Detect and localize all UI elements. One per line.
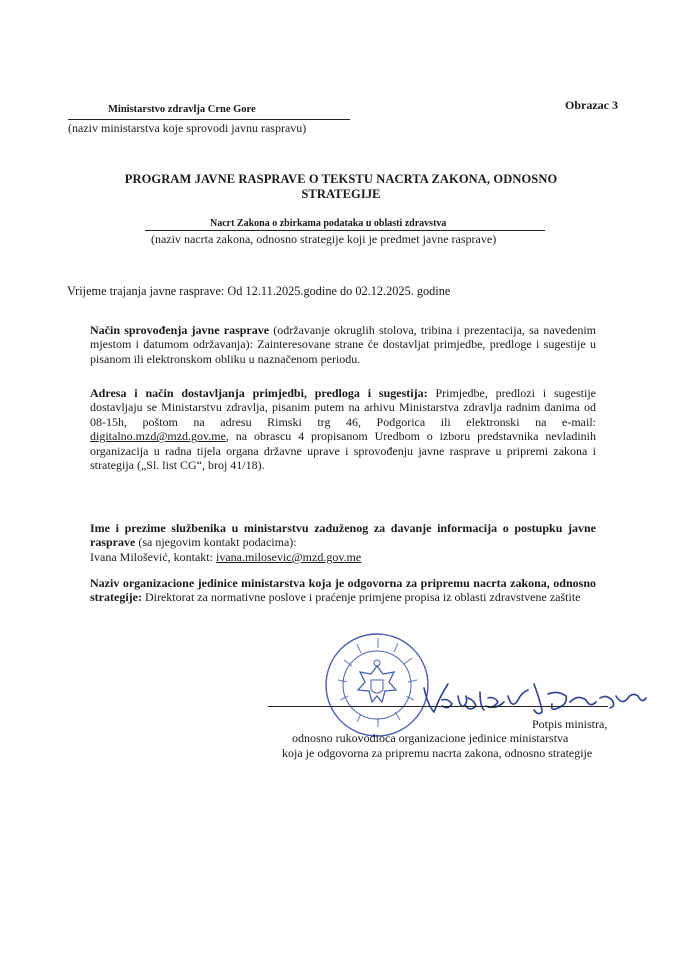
contact-section (90, 521, 596, 564)
unit-value: Direktorat za normativne poslove i praćenje primjene propisa iz oblasti zdravstvene zaštite (141, 590, 581, 605)
unit-label: Naziv organizacione jedinice ministarstva koja je odgovorna za pripremu nacrta zakona, odnosno strategije: (90, 576, 596, 605)
signature-line (268, 706, 608, 707)
title-line-2: STRATEGIJE (301, 187, 381, 201)
signature-caption-2: odnosno rukovodioca organizacione jedinice ministarstva (292, 731, 569, 745)
conduct-text: (održavanje okruglih stolova, tribina i prezentacija, sa navedenim mjestom i datumom održavanja): Zainteresovane strane će dostavljat primjedbe, predloge i sugestije u pisanom ili elektronskom obliku u naznačenom periodu. (90, 323, 596, 366)
contact-person: Ivana Milošević, kontakt: (90, 549, 216, 564)
submission-email-link[interactable]: digitalno.mzd@mzd.gov.me (90, 429, 226, 444)
law-caption: (naziv nacrta zakona, odnosno strategije koji je predmet javne rasprave) (151, 232, 497, 246)
ministry-name: Ministarstvo zdravlja Crne Gore (108, 104, 256, 115)
conduct-label: Način sprovođenja javne rasprave (90, 323, 270, 337)
submission-label: Adresa i način dostavljanja primjedbi, predloga i sugestija: (90, 386, 428, 400)
ministry-underline (68, 119, 350, 120)
title-line-1: PROGRAM JAVNE RASPRAVE O TEKSTU NACRTA ZAKONA, ODNOSNO (124, 172, 558, 186)
contact-email-link[interactable]: ivana.milosevic@mzd.gov.me (215, 549, 362, 564)
submission-section (90, 386, 596, 472)
contact-label-note: (sa njegovim kontakt podacima): (135, 535, 297, 550)
form-number: Obrazac 3 (565, 98, 618, 112)
document-title (96, 172, 586, 202)
contact-label: Ime i prezime službenika u ministarstvu zaduženog za davanje informacija o postupku javne rasprave (90, 521, 596, 550)
ministry-caption: (naziv ministarstva koje sprovodi javnu raspravu) (68, 121, 307, 135)
signature-caption-3: koja je odgovorna za pripremu nacrta zakona, odnosno strategije (282, 746, 593, 760)
duration-text: Vrijeme trajanja javne rasprave: Od 12.11.2025.godine do 02.12.2025. godine (67, 284, 451, 298)
law-underline (145, 230, 545, 231)
official-stamp (322, 630, 432, 740)
law-title: Nacrt Zakona o zbirkama podataka u oblasti zdravstva (210, 218, 447, 229)
signature-caption-1: Potpis ministra, (532, 717, 608, 731)
submission-text: Primjedbe, predlozi i sugestije dostavljaju se Ministarstvu zdravlja, pisanim putem na arhivu Ministarstva zdravlja radnim danima od 08-15h, poštom na adresu Rimski trg 46, Podgorica ili elektronski na e-mail: (90, 386, 596, 429)
conduct-section (90, 323, 596, 366)
unit-section (90, 576, 596, 605)
submission-text-end: , na obrascu 4 propisanom Uredbom o izboru predstavnika nevladinih organizacija u radna tijela organa državne uprave i sprovođenju javne rasprave u pripremi zakona i strategija („Sl. list CG“, broj 41/18). (90, 429, 596, 473)
